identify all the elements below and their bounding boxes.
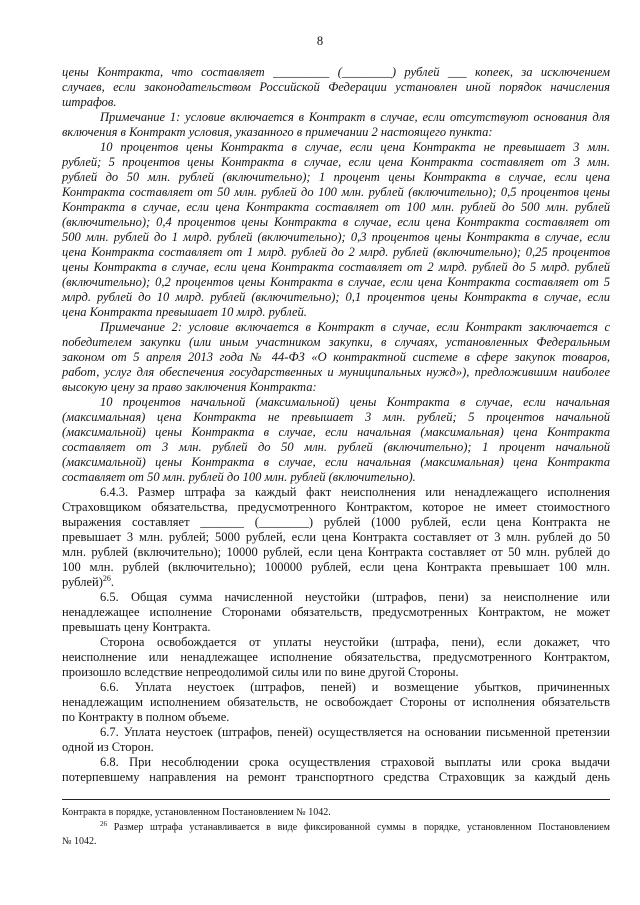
note-2-rates-paragraph [62, 395, 610, 485]
text-line: 6.5. Общая сумма начисленной неустойки (штрафов, пени) за неисполнение или [100, 590, 610, 604]
text-line: 10 процентов цены Контракта в случае, если цена Контракта не превышает 3 млн. [100, 140, 610, 154]
clause-6-5-paragraph [62, 590, 610, 635]
footnote-26 [62, 821, 610, 836]
text-line: штрафов. [62, 95, 117, 109]
text-line: млн. рублей (включительно); 10000 рублей, если цена Контракта составляет от 50 млн. рублей до [62, 545, 610, 559]
text-line [62, 575, 610, 590]
text-fragment: рублей) [62, 575, 103, 589]
text-line: Страховщиком обязательства, предусмотренного Контрактом, которое не имеет стоимостного [62, 500, 610, 514]
text-line: рублей до 50 млн. рублей (включительно); 1 процент цены Контракта в случае, если цена [62, 170, 610, 184]
text-line: ненадлежащим исполнением обязательств, не освобождает Стороны от исполнения обязательств [62, 695, 610, 709]
text-line: высокую цену за право заключения Контракта: [62, 380, 317, 394]
text-line: 6.4.3. Размер штрафа за каждый факт неисполнения или ненадлежащего исполнения [100, 485, 610, 499]
clause-6-7-paragraph [62, 725, 610, 755]
page-number: 8 [316, 34, 324, 48]
text-line: выражения составляет _______ (________) рублей (1000 рублей, если цена Контракта не [62, 515, 610, 529]
footnote-text: Размер штрафа устанавливается в виде фиксированной суммы в порядке, установленном Постановлением [113, 821, 611, 833]
footnotes [62, 806, 610, 850]
text-line: победителем закупки (или иным участником закупки, в случаях, установленных Федеральным [62, 335, 610, 349]
text-line: (максимальной) цены Контракта в случае, если начальная (максимальная) цена Контракта [62, 425, 610, 439]
text-line: Примечание 1: условие включается в Контракт в случае, если отсутствуют основания для [100, 110, 610, 124]
note-2-paragraph [62, 320, 610, 395]
footnote-reference-26: 26 [102, 574, 111, 583]
text-line: 6.7. Уплата неустоек (штрафов, пеней) осуществляется на основании письменной претензии [100, 725, 610, 739]
text-line: законом от 5 апреля 2013 года № 44-ФЗ «О контрактной системе в сфере закупок товаров, [62, 350, 610, 364]
footnote-separator [62, 799, 610, 800]
text-line: цены Контракта, что составляет _________ (________) рублей ___ копеек, за исключением [62, 65, 610, 79]
exemption-paragraph [62, 635, 610, 680]
clause-6-4-3-paragraph [62, 485, 610, 590]
text-line: 500 млн. рублей до 1 млрд. рублей (включительно); 0,3 процентов цены Контракта в случае, если [62, 230, 610, 244]
text-line: Примечание 2: условие включается в Контракт в случае, если Контракт заключается с [100, 320, 610, 334]
text-line: работ, услуг для обеспечения государственных и муниципальных нужд»), предложившим наиболее [62, 365, 610, 379]
text-line: рублей; 5 процентов цены Контракта в случае, если цена Контракта составляет от 3 млн. [62, 155, 610, 169]
text-line: 6.8. При несоблюдении срока осуществления страховой выплаты или срока выдачи [100, 755, 610, 769]
text-line: (максимальная) цена Контракта не превышает 3 млн. рублей; 5 процентов начальной [62, 410, 610, 424]
text-line: ненадлежащее исполнение Сторонами обязательств, предусмотренных Контрактом, не может [62, 605, 610, 619]
clause-6-8-paragraph [62, 755, 610, 785]
fine-clause-continuation-paragraph [62, 65, 610, 110]
text-line: млрд. рублей до 10 млрд. рублей (включительно); 0,1 процентов цены Контракта в случае, если [62, 290, 610, 304]
text-line: Сторона освобождается от уплаты неустойки (штрафа, пени), если докажет, что [100, 635, 610, 649]
text-fragment: . [110, 575, 114, 589]
text-line: Контракта составляет от 50 млн. рублей до 100 млн. рублей (включительно); 0,5 процентов цены [62, 185, 610, 199]
text-line: 10 процентов начальной (максимальной) цены Контракта в случае, если начальная [100, 395, 610, 409]
text-line: составляет от 50 млн. рублей до 100 млн. рублей (включительно). [62, 470, 416, 484]
text-line: составляет от 3 млн. рублей до 50 млн. рублей (включительно); 1 процент начальной [62, 440, 610, 454]
text-line: превышать цену Контракта. [62, 620, 211, 634]
text-line: по Контракту в полном объеме. [62, 710, 230, 724]
text-line: цена Контракта составляет от 1 млрд. рублей до 2 млрд. рублей (включительно); 0,25 процентов [62, 245, 610, 259]
document-body [62, 65, 610, 785]
text-line: случаев, если законодательством Российской Федерации установлен иной порядок начисления [62, 80, 610, 94]
text-line: цены Контракта в случае, если цена Контракта составляет от 2 млрд. рублей до 5 млрд. рублей [62, 260, 610, 274]
text-line: потерпевшему направления на ремонт транспортного средства Страховщик за каждый день [62, 770, 610, 784]
note-1-paragraph [62, 110, 610, 140]
footnote-25-continuation: Контракта в порядке, установленном Постановлением № 1042. [62, 807, 331, 818]
text-line: включения в Контракт условия, указанного в примечании 2 настоящего пункта: [62, 125, 493, 139]
text-line: превышает 3 млн. рублей; 5000 рублей, если цена Контракта составляет от 3 млн. рублей до 50 [62, 530, 610, 544]
text-line: (включительно); 0,2 процентов цены Контракта в случае, если цена Контракта составляет от 5 [62, 275, 610, 289]
text-line: произошло вследствие непреодолимой силы или по вине другой Стороны. [62, 665, 459, 679]
clause-6-6-paragraph [62, 680, 610, 725]
text-line: (включительно); 0,4 процентов цены Контракта в случае, если цена Контракта составляет от [62, 215, 610, 229]
text-line: одной из Сторон. [62, 740, 154, 754]
text-line: (максимальной) цены Контракта в случае, если начальная (максимальная) цена Контракта [62, 455, 610, 469]
note-1-rates-paragraph [62, 140, 610, 320]
text-line: 6.6. Уплата неустоек (штрафов, пеней) и возмещение убытков, причиненных [100, 680, 610, 694]
text-line: неисполнение или ненадлежащее исполнение обязательства, предусмотренного Контрактом, [62, 650, 610, 664]
footnote-number-26: 26 [100, 819, 107, 828]
text-line: цена Контракта превышает 10 млрд. рублей. [62, 305, 307, 319]
text-line: 100 млн. рублей (включительно); 100000 рублей, если цена Контракта превышает 100 млн. [62, 560, 610, 574]
text-line: Контракта в случае, если цена Контракта составляет от 100 млн. рублей до 500 млн. рублей [62, 200, 610, 214]
footnote-text-line: № 1042. [62, 836, 97, 847]
